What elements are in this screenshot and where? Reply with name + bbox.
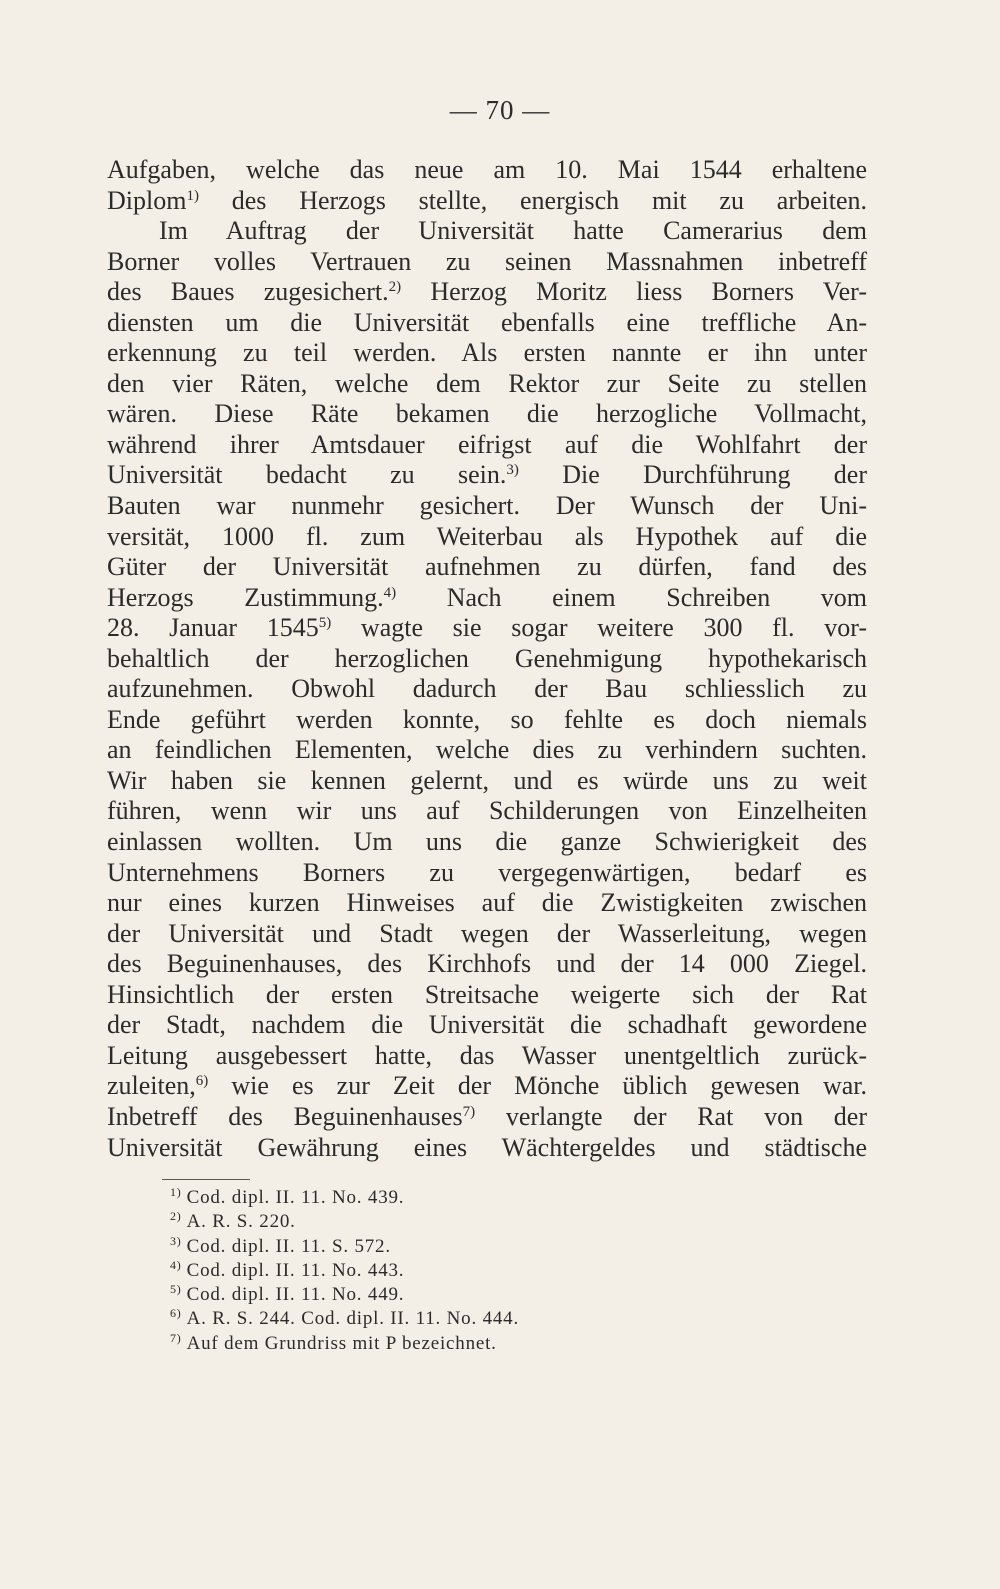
text-segment: des Baues zugesichert. — [107, 277, 389, 307]
text-line — [107, 186, 867, 217]
footnote-mark: 7) — [170, 1330, 182, 1345]
footnotes — [170, 1186, 519, 1356]
footnote — [170, 1283, 519, 1307]
text-line — [107, 980, 867, 1011]
footnote-separator — [162, 1179, 250, 1180]
footnote-text: Cod. dipl. II. 11. No. 443. — [186, 1259, 405, 1281]
text-line — [107, 583, 867, 614]
text-segment: Leitung ausgebessert hatte, das Wasser unentgeltlich zurück- — [107, 1040, 867, 1070]
text-segment: Ende geführt werden konnte, so fehlte es doch niemals — [107, 704, 867, 734]
text-segment: Herzog Moritz liess Borners Ver- — [401, 277, 867, 307]
text-segment: versität, 1000 fl. zum Weiterbau als Hypothek auf die — [107, 521, 867, 551]
text-line — [107, 308, 867, 339]
text-segment: Herzogs Zustimmung. — [107, 582, 384, 612]
text-line — [107, 399, 867, 430]
text-line — [107, 522, 867, 553]
text-segment: Im Auftrag der Universität hatte Camerarius dem — [159, 216, 867, 246]
text-segment: einlassen wollten. Um uns die ganze Schwierigkeit des — [107, 827, 867, 857]
text-segment: Die Durchführung der — [518, 460, 868, 490]
text-segment: 28. Januar 1545 — [107, 613, 319, 643]
text-segment: Unternehmens Borners zu vergegenwärtigen, bedarf es — [107, 857, 867, 887]
text-segment: Universität bedacht zu sein. — [107, 460, 507, 490]
footnote-reference: 4) — [383, 584, 397, 601]
text-segment: während ihrer Amtsdauer eifrigst auf die Wohlfahrt der — [107, 429, 867, 459]
text-segment: Nach einem Schreiben vom — [396, 582, 867, 612]
footnote — [170, 1307, 519, 1331]
text-segment: Güter der Universität aufnehmen zu dürfen, fand des — [107, 552, 867, 582]
footnote-reference: 1) — [186, 187, 199, 204]
text-segment: zuleiten, — [107, 1071, 196, 1101]
text-segment: Bauten war nunmehr gesichert. Der Wunsch der Uni- — [107, 491, 867, 521]
text-line — [107, 277, 867, 308]
footnote-text: Cod. dipl. II. 11. No. 439. — [186, 1187, 405, 1208]
text-line — [107, 735, 867, 766]
text-line — [107, 674, 867, 705]
text-line — [107, 369, 867, 400]
text-segment: Borner volles Vertrauen zu seinen Massnahmen inbetreff — [107, 246, 867, 276]
footnote-mark: 6) — [170, 1306, 182, 1321]
text-line — [107, 552, 867, 583]
text-line — [107, 430, 867, 461]
text-segment: erkennung zu teil werden. Als ersten nannte er ihn unter — [107, 338, 867, 368]
footnote-text: Auf dem Grundriss mit P bezeichnet. — [186, 1332, 497, 1354]
footnote — [170, 1210, 519, 1234]
footnote — [170, 1332, 519, 1356]
text-line — [107, 1102, 867, 1133]
text-segment: den vier Räten, welche dem Rektor zur Seite zu stellen — [107, 368, 867, 398]
footnote-reference: 6) — [195, 1073, 209, 1090]
text-segment: Wir haben sie kennen gelernt, und es würde uns zu weit — [107, 765, 867, 795]
footnote-reference: 5) — [318, 615, 332, 632]
text-line — [107, 1010, 867, 1041]
text-line — [107, 1041, 867, 1072]
footnote-mark: 1) — [170, 1185, 182, 1199]
text-line — [107, 888, 867, 919]
text-segment: führen, wenn wir uns auf Schilderungen von Einzelheiten — [107, 796, 867, 826]
text-line — [107, 247, 867, 278]
footnote — [170, 1259, 519, 1283]
footnote — [170, 1235, 519, 1259]
footnote-text: A. R. S. 220. — [186, 1211, 296, 1233]
text-segment: Hinsichtlich der ersten Streitsache weigerte sich der Rat — [107, 979, 867, 1009]
page-number: — 70 — — [449, 95, 551, 125]
footnote-mark: 5) — [170, 1282, 182, 1297]
body-text — [107, 155, 867, 1163]
text-line — [107, 613, 867, 644]
text-line — [107, 338, 867, 369]
text-line — [107, 827, 867, 858]
text-segment: Inbetreff des Beguinenhauses — [107, 1101, 463, 1131]
text-line — [107, 858, 867, 889]
footnote-text: Cod. dipl. II. 11. S. 572. — [186, 1235, 391, 1257]
footnote-mark: 2) — [170, 1209, 182, 1224]
text-segment: Universität Gewährung eines Wächtergeldes und städtische — [107, 1132, 867, 1162]
text-segment: aufzunehmen. Obwohl dadurch der Bau schliesslich zu — [107, 674, 867, 704]
text-segment: der Stadt, nachdem die Universität die schadhaft gewordene — [107, 1010, 867, 1040]
text-segment: verlangte der Rat von der — [475, 1101, 867, 1131]
text-segment: Aufgaben, welche das neue am 10. Mai 1544 erhaltene — [107, 155, 867, 184]
text-segment: des Herzogs stellte, energisch mit zu arbeiten. — [198, 185, 867, 215]
footnote-reference: 2) — [388, 279, 402, 296]
footnote-text: A. R. S. 244. Cod. dipl. II. 11. No. 444. — [186, 1308, 520, 1330]
text-segment: wagte sie sogar weitere 300 fl. vor- — [331, 613, 867, 643]
text-segment: wie es zur Zeit der Mönche üblich gewesen war. — [208, 1071, 867, 1101]
text-segment: nur eines kurzen Hinweises auf die Zwistigkeiten zwischen — [107, 888, 867, 918]
text-line — [107, 1133, 867, 1164]
text-line — [107, 949, 867, 980]
text-line — [107, 491, 867, 522]
text-line — [107, 705, 867, 736]
text-segment: wären. Diese Räte bekamen die herzogliche Vollmacht, — [107, 399, 867, 429]
text-line — [107, 1071, 867, 1102]
footnote-mark: 3) — [170, 1233, 182, 1248]
text-segment: an feindlichen Elementen, welche dies zu verhindern suchten. — [107, 735, 867, 765]
text-segment: Diplom — [107, 185, 187, 215]
text-line — [107, 216, 867, 247]
footnote — [170, 1186, 519, 1210]
text-line — [107, 796, 867, 827]
footnote-reference: 7) — [462, 1103, 476, 1120]
text-segment: diensten um die Universität ebenfalls eine treffliche An- — [107, 307, 867, 337]
text-line — [107, 766, 867, 797]
footnote-mark: 4) — [170, 1257, 182, 1272]
text-segment: der Universität und Stadt wegen der Wasserleitung, wegen — [107, 918, 867, 948]
text-line — [107, 460, 867, 491]
text-line — [107, 919, 867, 950]
text-segment: des Beguinenhauses, des Kirchhofs und der 14 000 Ziegel. — [107, 949, 867, 979]
text-line — [107, 155, 867, 186]
text-segment: behaltlich der herzoglichen Genehmigung hypothekarisch — [107, 643, 867, 673]
footnote-reference: 3) — [506, 462, 519, 479]
text-line — [107, 644, 867, 675]
footnote-text: Cod. dipl. II. 11. No. 449. — [186, 1284, 405, 1306]
